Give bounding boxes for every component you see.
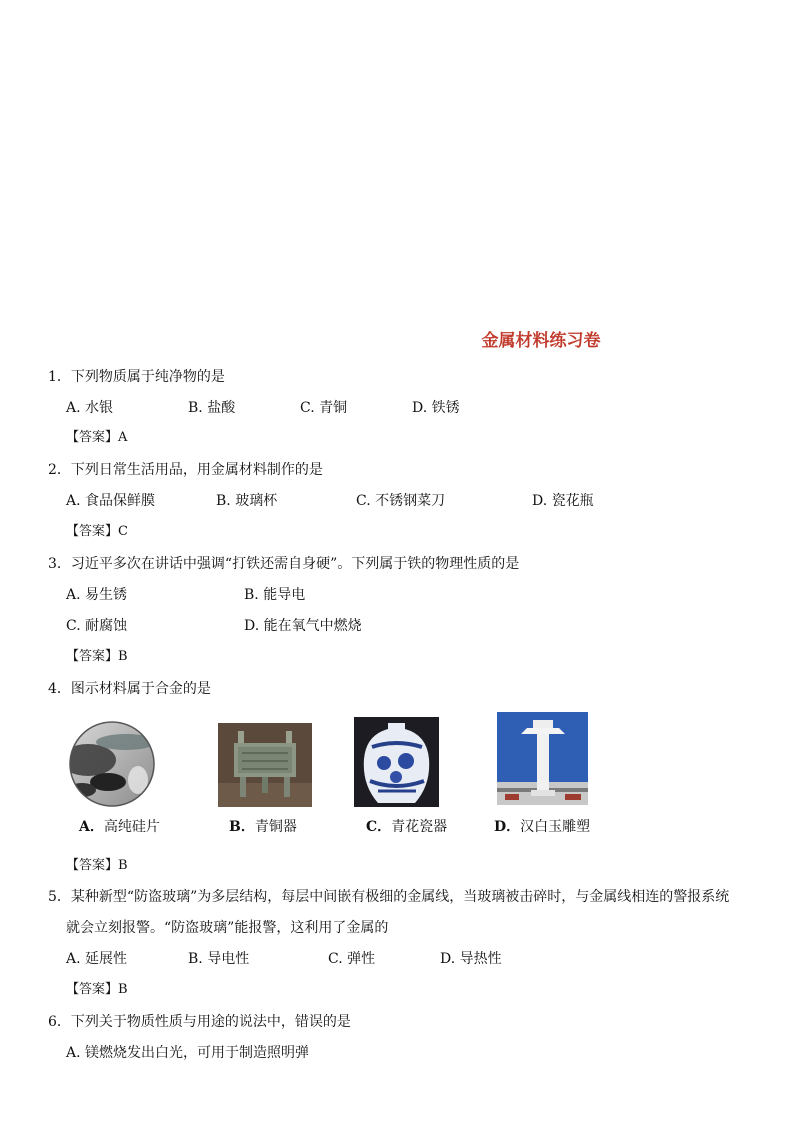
q5-option-c: C. 弹性: [328, 951, 376, 967]
silicon-wafer-photo: [68, 720, 156, 808]
question-2-stem: 2．下列日常生活用品，用金属材料制作的是: [48, 462, 323, 478]
q1-option-d: D. 铁锈: [412, 400, 460, 416]
q3-answer: 【答案】B: [66, 649, 128, 664]
marble-column-photo: [497, 712, 588, 805]
q3-option-d: D. 能在氧气中燃烧: [244, 618, 362, 634]
q4-option-c: [366, 817, 447, 837]
q3-option-c: C. 耐腐蚀: [66, 618, 128, 634]
q1-option-a: A. 水银: [66, 400, 114, 416]
question-5-stem-cont: 就会立刻报警。“防盗玻璃”能报警，这利用了金属的: [66, 920, 389, 936]
q5-option-d: D. 导热性: [440, 951, 502, 967]
question-6-stem: 6．下列关于物质性质与用途的说法中，错误的是: [48, 1014, 351, 1030]
question-5-stem: 5．某种新型“防盗玻璃”为多层结构，每层中间嵌有极细的金属线，当玻璃被击碎时，与金属线相连的警报系统: [48, 889, 730, 905]
q2-option-a: A. 食品保鲜膜: [66, 493, 156, 509]
q1-option-c: C. 青铜: [300, 400, 348, 416]
q4-option-a: [79, 817, 160, 837]
option-text: 青铜器: [254, 819, 297, 835]
q4-option-b: [229, 817, 297, 837]
q1-option-b: B. 盐酸: [188, 400, 236, 416]
option-letter: D．: [494, 819, 521, 835]
q2-option-b: B. 玻璃杯: [216, 493, 278, 509]
q5-answer: 【答案】B: [66, 982, 128, 997]
option-letter: B．: [229, 819, 255, 835]
q2-option-c: C. 不锈钢菜刀: [356, 493, 446, 509]
q5-option-b: B. 导电性: [188, 951, 250, 967]
q1-answer: 【答案】A: [66, 430, 128, 445]
question-3-stem: 3．习近平多次在讲话中强调“打铁还需自身硬”。下列属于铁的物理性质的是: [48, 556, 520, 572]
option-text: 汉白玉雕塑: [520, 819, 591, 835]
option-letter: A．: [79, 819, 104, 835]
q4-option-d: [494, 817, 590, 837]
option-text: 高纯硅片: [103, 819, 160, 835]
q4-answer: 【答案】B: [66, 858, 128, 873]
q3-option-b: B. 能导电: [244, 587, 306, 603]
page-title: 金属材料练习卷: [481, 331, 601, 351]
q2-answer: 【答案】C: [66, 524, 128, 539]
q6-option-a: A. 镁燃烧发出白光，可用于制造照明弹: [66, 1045, 310, 1061]
q5-option-a: A. 延展性: [66, 951, 128, 967]
q2-option-d: D. 瓷花瓶: [532, 493, 594, 509]
q3-option-a: A. 易生锈: [66, 587, 128, 603]
bronze-vessel-photo: [218, 723, 312, 807]
question-4-stem: 4．图示材料属于合金的是: [48, 681, 211, 697]
option-letter: C．: [366, 819, 392, 835]
porcelain-vase-photo: [354, 717, 439, 807]
option-text: 青花瓷器: [391, 819, 448, 835]
question-1-stem: 1．下列物质属于纯净物的是: [48, 369, 225, 385]
